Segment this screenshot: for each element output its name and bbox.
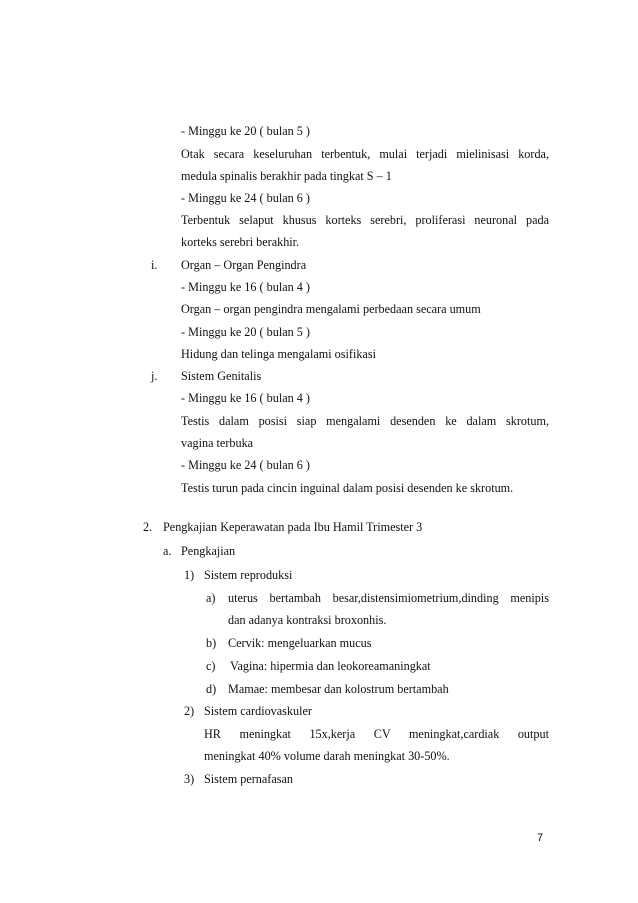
text-line: uterus bertambah besar,distensimiometrium,dinding menipis (228, 591, 549, 605)
text-line: meningkat 40% volume darah meningkat 30-50%. (204, 749, 450, 763)
section-heading: Sistem cardiovaskuler (204, 704, 312, 718)
list-marker: b) (206, 636, 217, 650)
list-marker: 3) (184, 772, 195, 786)
section-heading: Organ – Organ Pengindra (181, 258, 307, 272)
text-line: Terbentuk selaput khusus korteks serebri, proliferasi neuronal pada (181, 213, 549, 227)
section-heading: Sistem Genitalis (181, 369, 262, 383)
list-marker: a. (163, 544, 172, 558)
text-line: Cervik: mengeluarkan mucus (228, 636, 372, 650)
text-line: Vagina: hipermia dan leokoreamaningkat (230, 659, 431, 673)
text-line: medula spinalis berakhir pada tingkat S – 1 (181, 169, 392, 183)
text-line: - Minggu ke 24 ( bulan 6 ) (181, 458, 310, 472)
text-line: Otak secara keseluruhan terbentuk, mulai terjadi mielinisasi korda, (181, 147, 549, 161)
list-marker: j. (151, 369, 158, 383)
list-marker: i. (151, 258, 158, 272)
page-number: 7 (537, 832, 544, 844)
text-line: Mamae: membesar dan kolostrum bertambah (228, 682, 449, 696)
section-heading: Sistem reproduksi (204, 568, 293, 582)
section-heading: Sistem pernafasan (204, 772, 294, 786)
list-marker: a) (206, 591, 216, 605)
list-marker: c) (206, 659, 216, 673)
text-line: vagina terbuka (181, 436, 254, 450)
list-marker: d) (206, 682, 217, 696)
list-marker: 1) (184, 568, 195, 582)
text-line: dan adanya kontraksi broxonhis. (228, 613, 387, 627)
text-line: Testis turun pada cincin inguinal dalam posisi desenden ke skrotum. (181, 481, 514, 495)
list-marker: 2. (143, 520, 153, 534)
section-heading: Pengkajian (181, 544, 236, 558)
text-line: Hidung dan telinga mengalami osifikasi (181, 347, 376, 361)
text-line: - Minggu ke 16 ( bulan 4 ) (181, 391, 310, 405)
list-marker: 2) (184, 704, 195, 718)
text-line: HR meningkat 15x,kerja CV meningkat,cardiak output (204, 727, 549, 741)
section-heading: Pengkajian Keperawatan pada Ibu Hamil Trimester 3 (163, 520, 423, 534)
text-line: Organ – organ pengindra mengalami perbedaan secara umum (181, 302, 481, 316)
text-line: - Minggu ke 20 ( bulan 5 ) (181, 325, 310, 339)
text-line: Testis dalam posisi siap mengalami desenden ke dalam skrotum, (181, 414, 549, 428)
text-line: korteks serebri berakhir. (181, 235, 300, 249)
text-line: - Minggu ke 20 ( bulan 5 ) (181, 124, 310, 138)
text-line: - Minggu ke 24 ( bulan 6 ) (181, 191, 310, 205)
text-line: - Minggu ke 16 ( bulan 4 ) (181, 280, 310, 294)
